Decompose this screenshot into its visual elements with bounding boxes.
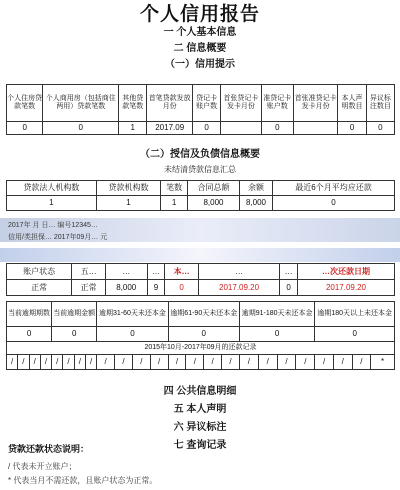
legend-item-not-opened: / 代表未开立账户；	[8, 462, 77, 471]
overdue-header-5: 逾期180天以上未还本金	[315, 302, 395, 327]
section-declaration: 五 本人声明	[173, 404, 227, 415]
account-header-6: …	[280, 264, 298, 280]
history-cell-4: /	[52, 355, 63, 370]
loan-summary-header-5: 最近6个月平均应还款	[273, 181, 395, 196]
loan-summary-cell-0: 1	[7, 196, 97, 211]
overdue-cell-3: 0	[168, 327, 239, 342]
overdue-cell-5: 0	[315, 327, 395, 342]
history-cell-0: /	[7, 355, 18, 370]
credit-tip-cell-1: 0	[43, 122, 119, 135]
loan-summary-header-3: 合同总额	[188, 181, 240, 196]
overdue-header-1: 当前逾期金额	[52, 302, 97, 327]
credit-tip-cell-4: 0	[192, 122, 220, 135]
history-cell-8: /	[97, 355, 115, 370]
credit-tip-cell-9: 0	[366, 122, 394, 135]
credit-tip-header-4: 贷记卡账户数	[192, 85, 220, 122]
account-cell-5: 2017.09.20	[198, 280, 279, 296]
credit-tip-header-8: 本人声明数目	[338, 85, 366, 122]
loan-summary-cell-3: 8,000	[188, 196, 240, 211]
section-credit-debt: （二）授信及负债信息概要	[140, 149, 260, 160]
loan-summary-header-2: 笔数	[161, 181, 188, 196]
watermark-overlay-2	[0, 248, 400, 262]
overdue-cell-4: 0	[239, 327, 314, 342]
credit-tip-cell-0: 0	[7, 122, 43, 135]
loan-summary-cell-2: 1	[161, 196, 188, 211]
history-cell-6: /	[74, 355, 85, 370]
overdue-table	[6, 301, 395, 370]
overdue-header-4: 逾期91-180天未还本金	[239, 302, 314, 327]
history-cell-12: /	[168, 355, 186, 370]
account-header-0: 账户状态	[7, 264, 72, 280]
credit-tip-header-5: 首张贷记卡发卡月份	[221, 85, 261, 122]
legend-item-normal: * 代表当月不需还款，且账户状态为正常。	[8, 476, 158, 485]
history-cell-20: /	[315, 355, 334, 370]
credit-tip-cell-5	[221, 122, 261, 135]
history-cell-14: /	[204, 355, 222, 370]
history-cell-10: /	[132, 355, 150, 370]
history-cell-16: /	[239, 355, 258, 370]
legend-title: 贷款还款状态说明：	[8, 444, 90, 454]
overdue-cell-0: 0	[7, 327, 52, 342]
credit-tip-header-2: 其他贷款笔数	[119, 85, 147, 122]
history-cell-9: /	[115, 355, 133, 370]
history-cell-5: /	[63, 355, 74, 370]
history-cell-7: /	[85, 355, 96, 370]
account-cell-3: 9	[147, 280, 165, 296]
credit-tip-cell-2: 1	[119, 122, 147, 135]
account-header-5: …	[198, 264, 279, 280]
obscured-line-2: 信用/类担保… 2017年09月… 元	[8, 234, 108, 241]
history-cell-11: /	[150, 355, 168, 370]
history-period: 2015年10月-2017年09月的还款记录	[7, 342, 395, 355]
loan-summary-header-0: 贷款法人机构数	[7, 181, 97, 196]
credit-tip-cell-7	[293, 122, 337, 135]
loan-summary-table	[6, 180, 395, 211]
section-query-records: 七 查询记录	[173, 440, 227, 451]
history-cell-18: /	[277, 355, 296, 370]
credit-tip-header-3: 首笔贷款发放月份	[147, 85, 193, 122]
account-cell-7: 2017.09.20	[297, 280, 394, 296]
section-unsettled-loans: 未结清贷款信息汇总	[164, 165, 236, 174]
section-objection: 六 异议标注	[173, 422, 227, 433]
history-cell-22: /	[352, 355, 371, 370]
overdue-cell-1: 0	[52, 327, 97, 342]
report-title: 个人信用报告	[139, 4, 260, 25]
account-header-2: …	[105, 264, 147, 280]
history-cell-3: /	[40, 355, 51, 370]
account-header-7: …次还款日期	[297, 264, 394, 280]
account-table	[6, 263, 395, 296]
history-cell-2: /	[29, 355, 40, 370]
overdue-header-2: 逾期31-60天未还本金	[97, 302, 168, 327]
section-credit-tip: （一）信用提示	[165, 59, 235, 70]
credit-tip-cell-3: 2017.09	[147, 122, 193, 135]
loan-summary-cell-4: 8,000	[239, 196, 272, 211]
loan-summary-cell-1: 1	[96, 196, 161, 211]
history-cell-15: /	[222, 355, 240, 370]
account-header-1: 五…	[72, 264, 106, 280]
credit-tip-header-7: 首张准贷记卡发卡月份	[293, 85, 337, 122]
credit-tip-header-0: 个人住房贷款笔数	[7, 85, 43, 122]
credit-tip-header-9: 异议标注数目	[366, 85, 394, 122]
account-cell-2: 8,000	[105, 280, 147, 296]
history-cell-1: /	[18, 355, 29, 370]
loan-summary-header-1: 贷款机构数	[96, 181, 161, 196]
history-cell-13: /	[186, 355, 204, 370]
account-header-3: …	[147, 264, 165, 280]
history-cell-19: /	[296, 355, 315, 370]
section-basic-info: 一 个人基本信息	[163, 27, 237, 38]
obscured-line-1: 2017年 月 日… 编号12345…	[8, 222, 98, 229]
account-cell-6: 0	[280, 280, 298, 296]
overdue-header-3: 逾期61-90天未还本金	[168, 302, 239, 327]
section-public-info: 四 公共信息明细	[163, 386, 237, 397]
credit-tip-table	[6, 84, 395, 135]
account-cell-4: 0	[165, 280, 199, 296]
section-summary: 二 信息概要	[173, 43, 227, 54]
credit-tip-header-6: 准贷记卡账户数	[261, 85, 293, 122]
credit-tip-cell-6: 0	[261, 122, 293, 135]
account-cell-1: 正常	[72, 280, 106, 296]
loan-summary-header-4: 余额	[239, 181, 272, 196]
history-cell-21: /	[333, 355, 352, 370]
overdue-header-0: 当前逾期期数	[7, 302, 52, 327]
credit-tip-cell-8: 0	[338, 122, 366, 135]
history-cell-17: /	[258, 355, 277, 370]
credit-tip-header-1: 个人商用房（包括商住两用）贷款笔数	[43, 85, 119, 122]
history-cell-23: *	[371, 355, 395, 370]
overdue-cell-2: 0	[97, 327, 168, 342]
loan-summary-cell-5: 0	[273, 196, 395, 211]
account-header-4: 本…	[165, 264, 199, 280]
account-cell-0: 正常	[7, 280, 72, 296]
